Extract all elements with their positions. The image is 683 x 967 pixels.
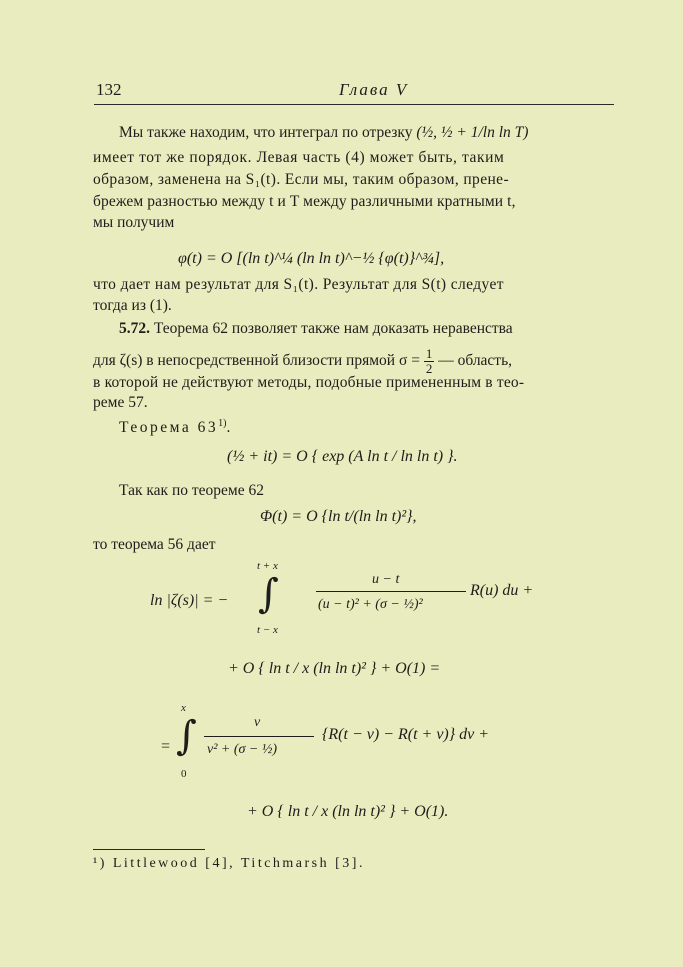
eq6-upper-limit: x xyxy=(181,702,186,714)
para3-text: Теорема 62 позволяет также нам доказать неравенства xyxy=(153,320,513,337)
page-number: 132 xyxy=(96,80,122,99)
para3-text-a: для ζ(s) в непосредственной близости прямой σ = xyxy=(93,352,420,370)
equation-7: + O { ln t / x (ln ln t)² } + O(1). xyxy=(247,803,449,820)
footnote: ¹) Littlewood [4], Titchmarsh [3]. xyxy=(93,856,365,871)
eq6-tail: {R(t − v) − R(t + v)} dv + xyxy=(322,726,490,743)
para2-line1: что дает нам результат для S₁(t). Результат для S(t) следует xyxy=(93,276,504,293)
para3-line2 xyxy=(93,347,512,376)
para1-line4: брежем разностью между t и T между различными кратными t, xyxy=(93,193,516,210)
eq4-integral-sign: ∫ xyxy=(258,571,279,617)
equation-5: + O { ln t / x (ln ln t)² } + O(1) = xyxy=(228,660,441,677)
para1-line2: имеет тот же порядок. Левая часть (4) может быть, таким xyxy=(93,149,505,166)
para3-line3: в которой не действуют методы, подобные примененным в тео- xyxy=(93,374,525,391)
eq4-fraction-bar xyxy=(316,591,466,592)
theorem-heading: Теорема 63$^{1)}$. xyxy=(119,418,231,437)
eq6-integral-sign: ∫ xyxy=(176,713,197,759)
para1-text: Мы также находим, что интеграл по отрезку xyxy=(119,124,413,141)
eq4-lower-limit: t − x xyxy=(257,624,278,636)
para3-line4: реме 57. xyxy=(93,394,148,411)
eq2-left: (½ + it) = O xyxy=(227,448,308,465)
theorem-footnote-mark: 1) xyxy=(218,418,227,429)
eq6-denominator: v² + (σ − ½) xyxy=(207,742,278,757)
para3-line1 xyxy=(119,320,513,338)
section-number: 5.72. xyxy=(119,320,150,337)
para1-line1 xyxy=(119,124,528,142)
footnote-rule xyxy=(93,849,205,850)
eq2-right: { exp (A ln t / ln ln t) }. xyxy=(311,448,458,465)
eq4-denominator: (u − t)² + (σ − ½)² xyxy=(318,597,423,612)
page-header xyxy=(94,80,614,105)
theorem-label: Теорема 63 xyxy=(119,419,219,437)
eq6-numerator: v xyxy=(254,715,261,730)
eq6-fraction-bar xyxy=(204,736,314,737)
para1-line3: образом, заменена на S₁(t). Если мы, таким образом, прене- xyxy=(93,171,510,188)
para1-interval: (½, ½ + 1/ln ln T) xyxy=(416,124,529,141)
eq6-lower-limit: 0 xyxy=(181,768,187,780)
para4: Так как по теореме 62 xyxy=(119,482,264,499)
eq4-upper-limit: t + x xyxy=(257,560,278,572)
fraction-half: $\frac{1}{2}$ xyxy=(425,346,433,376)
para1-line5: мы получим xyxy=(93,214,175,231)
equation-3: Φ(t) = O {ln t/(ln ln t)²}, xyxy=(260,508,417,525)
eq4-tail: R(u) du + xyxy=(470,582,534,599)
equation-1: φ(t) = O [(ln t)^¼ (ln ln t)^−½ {φ(t)}^¾], xyxy=(178,250,445,267)
eq4-lhs: ln |ζ(s)| = − xyxy=(150,592,229,609)
eq4-numerator: u − t xyxy=(372,572,400,587)
para5: то теорема 56 дает xyxy=(93,536,216,553)
eq6-lhs: = xyxy=(160,738,171,755)
equation-2 xyxy=(227,448,458,466)
para3-text-b: — область, xyxy=(438,352,513,370)
para2-line2: тогда из (1). xyxy=(93,297,172,314)
chapter-title: Глава V xyxy=(339,80,409,99)
